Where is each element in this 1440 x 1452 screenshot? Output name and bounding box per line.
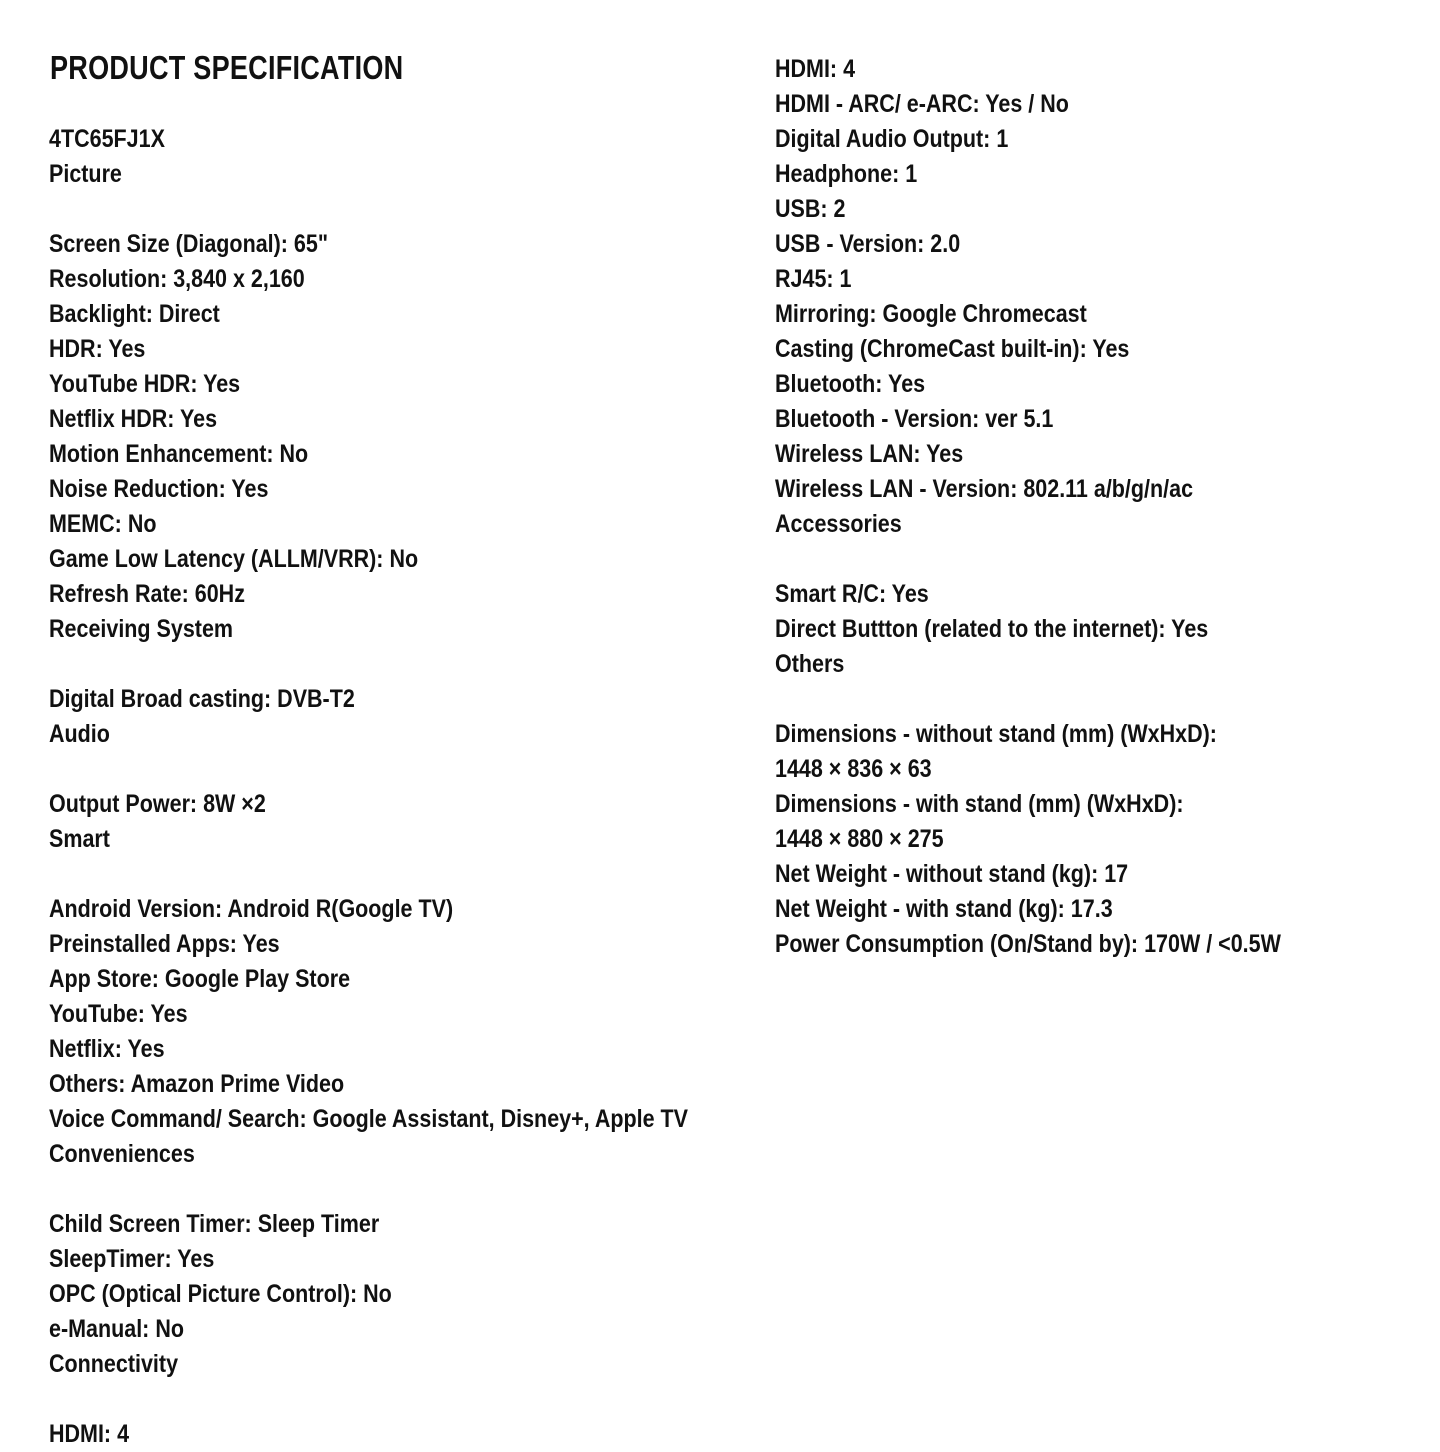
spec-line: Child Screen Timer: Sleep Timer bbox=[49, 1210, 380, 1238]
spec-line: Game Low Latency (ALLM/VRR): No bbox=[49, 545, 419, 573]
spec-line: YouTube HDR: Yes bbox=[49, 370, 241, 398]
spacer-line bbox=[49, 752, 688, 787]
spec-line: Receiving System bbox=[49, 615, 234, 643]
spec-line: USB: 2 bbox=[775, 195, 846, 223]
spec-line: 1448 × 880 × 275 bbox=[775, 825, 944, 853]
spacer-line bbox=[775, 682, 1281, 717]
spec-line: Voice Command/ Search: Google Assistant, Disney+, Apple TV bbox=[49, 1105, 688, 1133]
spec-line: Output Power: 8W ×2 bbox=[49, 790, 266, 818]
spec-line: Casting (ChromeCast built-in): Yes bbox=[775, 335, 1130, 363]
spec-line: HDR: Yes bbox=[49, 335, 146, 363]
spec-line: Bluetooth - Version: ver 5.1 bbox=[775, 405, 1054, 433]
spec-line: Resolution: 3,840 x 2,160 bbox=[49, 265, 305, 293]
spec-line: e-Manual: No bbox=[49, 1315, 184, 1343]
spec-line: Noise Reduction: Yes bbox=[49, 475, 269, 503]
spec-line: Connectivity bbox=[49, 1350, 179, 1378]
spec-line: Motion Enhancement: No bbox=[49, 440, 309, 468]
spec-line: Accessories bbox=[775, 510, 902, 538]
spec-line: HDMI: 4 bbox=[775, 55, 856, 83]
spec-line: Power Consumption (On/Stand by): 170W / <0.5W bbox=[775, 930, 1281, 958]
spec-line: Preinstalled Apps: Yes bbox=[49, 930, 280, 958]
spec-line: Audio bbox=[49, 720, 110, 748]
spec-line: SleepTimer: Yes bbox=[49, 1245, 215, 1273]
page-title: PRODUCT SPECIFICATION bbox=[50, 49, 404, 86]
spec-line: RJ45: 1 bbox=[775, 265, 852, 293]
spec-line: Digital Broad casting: DVB-T2 bbox=[49, 685, 355, 713]
spec-line: Others bbox=[775, 650, 845, 678]
spec-line: Picture bbox=[49, 160, 122, 188]
spacer-line bbox=[49, 192, 688, 227]
spec-line: 1448 × 836 × 63 bbox=[775, 755, 932, 783]
spacer-line bbox=[775, 542, 1281, 577]
spec-column-left bbox=[49, 122, 792, 1452]
spec-line: MEMC: No bbox=[49, 510, 157, 538]
spec-line: Net Weight - with stand (kg): 17.3 bbox=[775, 895, 1113, 923]
spacer-line bbox=[49, 647, 688, 682]
spec-line: Netflix HDR: Yes bbox=[49, 405, 218, 433]
spec-line: Smart R/C: Yes bbox=[775, 580, 929, 608]
spec-line: Android Version: Android R(Google TV) bbox=[49, 895, 454, 923]
spec-line: Wireless LAN: Yes bbox=[775, 440, 964, 468]
spec-line: Netflix: Yes bbox=[49, 1035, 165, 1063]
spacer-line bbox=[49, 1382, 688, 1417]
spec-line: Bluetooth: Yes bbox=[775, 370, 926, 398]
spec-line: Direct Buttton (related to the internet): Yes bbox=[775, 615, 1209, 643]
spacer-line bbox=[49, 857, 688, 892]
spec-line: HDMI: 4 bbox=[49, 1420, 130, 1448]
spec-line: Dimensions - with stand (mm) (WxHxD): bbox=[775, 790, 1184, 818]
spec-line: Headphone: 1 bbox=[775, 160, 918, 188]
spec-line: HDMI - ARC/ e-ARC: Yes / No bbox=[775, 90, 1069, 118]
spec-line: Smart bbox=[49, 825, 110, 853]
spec-line: USB - Version: 2.0 bbox=[775, 230, 961, 258]
spec-line: Digital Audio Output: 1 bbox=[775, 125, 1009, 153]
spec-line: YouTube: Yes bbox=[49, 1000, 188, 1028]
spec-line: Net Weight - without stand (kg): 17 bbox=[775, 860, 1129, 888]
spec-line: App Store: Google Play Store bbox=[49, 965, 351, 993]
spec-line: Dimensions - without stand (mm) (WxHxD): bbox=[775, 720, 1217, 748]
spec-line: OPC (Optical Picture Control): No bbox=[49, 1280, 392, 1308]
spec-column-right bbox=[775, 52, 1363, 962]
spec-line: Others: Amazon Prime Video bbox=[49, 1070, 345, 1098]
spec-line: Wireless LAN - Version: 802.11 a/b/g/n/ac bbox=[775, 475, 1194, 503]
spec-line: Screen Size (Diagonal): 65" bbox=[49, 230, 329, 258]
spec-line: 4TC65FJ1X bbox=[49, 125, 165, 153]
spacer-line bbox=[49, 1172, 688, 1207]
spec-line: Conveniences bbox=[49, 1140, 195, 1168]
spec-line: Mirroring: Google Chromecast bbox=[775, 300, 1087, 328]
spec-line: Backlight: Direct bbox=[49, 300, 220, 328]
spec-line: Refresh Rate: 60Hz bbox=[49, 580, 245, 608]
